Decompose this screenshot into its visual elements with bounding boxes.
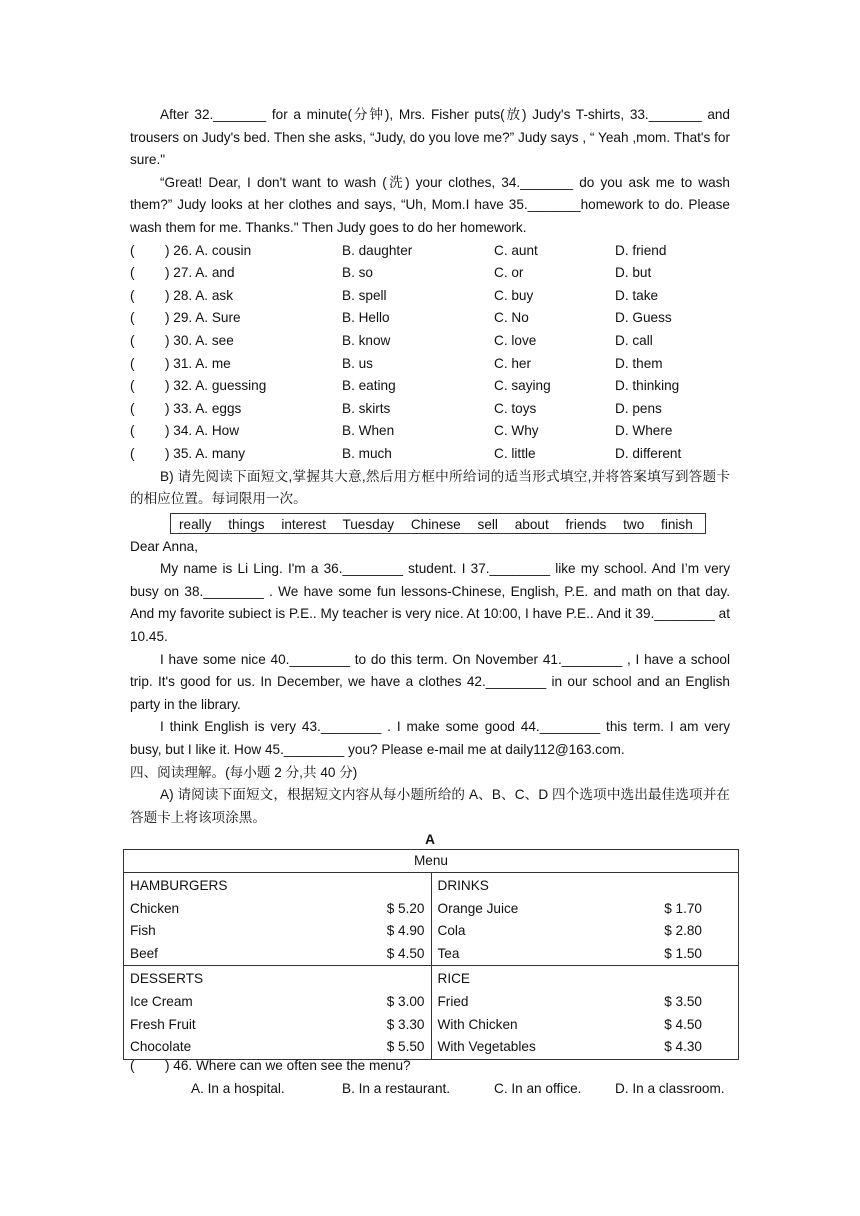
question-row — [130, 330, 730, 353]
option-b: B. know — [342, 332, 391, 348]
menu-item-name: Cola — [437, 923, 466, 939]
menu-item — [438, 1014, 733, 1037]
passage-paragraph: “Great! Dear, I don't want to wash (洗) your clothes, 34._______ do you ask me to wash them?” Judy looks at her clothes and says, “Uh, Mom.I have 35._______homework to do. Please wash them for me. Thanks." Then Judy goes to do her homework. — [130, 174, 730, 235]
answer-paren: ( — [130, 287, 135, 303]
menu-table — [123, 849, 739, 1060]
answer-paren: ( — [130, 310, 135, 326]
menu-item-price: $ 4.50 — [664, 1016, 702, 1032]
menu-item-price: $ 4.30 — [664, 1039, 702, 1055]
answer-paren: ( — [130, 332, 135, 348]
option-c: C. or — [494, 265, 524, 281]
menu-item — [438, 898, 733, 921]
menu-section-rice — [431, 966, 739, 1059]
question-row — [130, 443, 730, 466]
menu-item — [130, 920, 425, 943]
answer-paren: ( — [130, 355, 135, 371]
menu-section-desserts — [124, 966, 432, 1059]
question-row — [130, 398, 730, 421]
question-46 — [130, 1055, 740, 1100]
option-d: D. take — [615, 287, 659, 303]
menu-item-price: $ 5.20 — [386, 900, 425, 916]
menu-item — [438, 991, 733, 1014]
word-bank-item: Chinese — [410, 516, 461, 532]
option-b: B. so — [342, 265, 373, 281]
menu-section-hamburgers — [124, 873, 432, 966]
passage-paragraph: After 32._______ for a minute(分钟), Mrs. Fisher puts(放) Judy's T-shirts, 33._______ and trousers on Judy's bed. Then she asks, “Judy, do you love me?” Judy says , “ Yeah ,mom. That's for sure." — [130, 107, 730, 168]
menu-item-name: Chocolate — [130, 1039, 192, 1055]
menu-item-price: $ 4.90 — [386, 923, 425, 939]
letter-paragraph: My name is Li Ling. I'm a 36.________ student. I 37.________ like my school. And I’m very busy on 38.________ . We have some fun lessons-Chinese, English, P.E. and math on that day. And my favorite subiect is P.E.. My teacher is very nice. At 10:00, I have P.E.. And it 39.________ at 10.45. — [130, 561, 730, 645]
word-bank-item: sell — [477, 516, 498, 532]
option-b: B. us — [342, 355, 373, 371]
letter-salutation: Dear Anna, — [130, 538, 199, 554]
option-c: C. little — [494, 445, 536, 461]
option-c: C. her — [494, 355, 532, 371]
menu-item — [130, 991, 425, 1014]
option-c: C. Why — [494, 423, 539, 439]
option-a: ) 32. A. guessing — [165, 378, 267, 394]
word-bank-item: interest — [281, 516, 326, 532]
passage-label: A — [425, 832, 435, 848]
option-c: C. aunt — [494, 242, 538, 258]
option-a: ) 35. A. many — [165, 445, 246, 461]
option-b: B. much — [342, 445, 392, 461]
menu-item-name: Orange Juice — [437, 900, 519, 916]
option-d: D. friend — [615, 242, 667, 258]
word-bank-box — [170, 513, 706, 534]
option-d: D. them — [615, 355, 663, 371]
menu-item-price: $ 4.50 — [386, 945, 425, 961]
option-d: D. Where — [615, 423, 673, 439]
answer-paren: ( — [130, 423, 135, 439]
menu-item — [438, 943, 733, 966]
menu-item-name: Chicken — [130, 900, 180, 916]
option-a: ) 30. A. see — [165, 332, 234, 348]
option-d: D. Guess — [615, 310, 672, 326]
section-instruction: A) 请阅读下面短文，根据短文内容从每小题所给的 A、B、C、D 四个选项中选出最佳选项并在答题卡上将该项涂黑。 — [130, 787, 730, 825]
word-bank-item: finish — [661, 516, 693, 532]
option-b: B. Hello — [342, 310, 390, 326]
option-d: D. but — [615, 265, 652, 281]
option-c: C. toys — [494, 400, 537, 416]
answer-paren: ( — [130, 400, 135, 416]
question-row — [130, 240, 730, 263]
answer-paren: ( — [130, 1058, 135, 1073]
word-bank-item: really — [179, 516, 212, 532]
question-row — [130, 353, 730, 376]
question-stem-row — [130, 1055, 740, 1078]
question-row — [130, 307, 730, 330]
word-bank-item: Tuesday — [342, 516, 395, 532]
answer-paren: ( — [130, 242, 135, 258]
question-options-row — [130, 1078, 740, 1101]
menu-item-price: $ 1.70 — [664, 900, 702, 916]
menu-item-name: Fish — [130, 923, 156, 939]
option-c: C. buy — [494, 287, 534, 303]
option-d: D. pens — [615, 400, 662, 416]
question-row — [130, 375, 730, 398]
menu-section-drinks — [431, 873, 739, 966]
worksheet-page — [130, 104, 730, 852]
option-b: B. daughter — [342, 242, 413, 258]
menu-item-name: With Chicken — [437, 1016, 518, 1032]
question-row — [130, 285, 730, 308]
question-row — [130, 262, 730, 285]
word-bank-item: friends — [565, 516, 607, 532]
menu-item-price: $ 3.00 — [386, 993, 425, 1009]
menu-item-name: Tea — [437, 945, 460, 961]
word-bank-item: two — [623, 516, 645, 532]
option-a: ) 34. A. How — [165, 423, 240, 439]
option-a: ) 28. A. ask — [165, 287, 234, 303]
option-c: C. No — [494, 310, 529, 326]
menu-section-heading: DESSERTS — [130, 971, 204, 987]
menu-item — [438, 920, 733, 943]
menu-item — [130, 943, 425, 966]
option-a: ) 29. A. Sure — [165, 310, 241, 326]
option-a: ) 26. A. cousin — [165, 242, 252, 258]
letter-paragraph: I think English is very 43.________ . I make some good 44.________ this term. I am very busy, but I like it. How 45.________ you? Please e-mail me at daily112@163.com. — [130, 719, 730, 758]
question-row — [130, 420, 730, 443]
menu-item-name: Fresh Fruit — [130, 1016, 196, 1032]
option-b: B. When — [342, 423, 395, 439]
answer-paren: ( — [130, 378, 135, 394]
option-c: C. In an office. — [494, 1080, 582, 1096]
letter-paragraph: I have some nice 40.________ to do this term. On November 41.________ , I have a school trip. It's good for us. In December, we have a clothes 42.________ in our school and an English party in the library. — [130, 651, 730, 712]
menu-item — [130, 1014, 425, 1037]
menu-item-name: Ice Cream — [130, 993, 193, 1009]
option-a: ) 31. A. me — [165, 355, 231, 371]
menu-item-price: $ 5.50 — [386, 1039, 425, 1055]
answer-paren: ( — [130, 445, 135, 461]
menu-item-name: Fried — [437, 993, 469, 1009]
option-a: ) 33. A. eggs — [165, 400, 242, 416]
question-stem: ) 46. Where can we often see the menu? — [165, 1058, 411, 1073]
answer-paren: ( — [130, 265, 135, 281]
option-b: B. eating — [342, 378, 396, 394]
word-bank-item: things — [228, 516, 265, 532]
menu-item — [130, 898, 425, 921]
option-c: C. love — [494, 332, 537, 348]
menu-item-name: Beef — [130, 945, 158, 961]
menu-item-price: $ 2.80 — [664, 923, 702, 939]
menu-title: Menu — [124, 850, 739, 873]
question-list — [130, 240, 730, 466]
menu-section-heading: RICE — [437, 971, 470, 987]
menu-item-name: With Vegetables — [437, 1039, 536, 1055]
option-c: C. saying — [494, 378, 551, 394]
word-bank-item: about — [514, 516, 549, 532]
option-b: B. skirts — [342, 400, 391, 416]
option-d: D. call — [615, 332, 653, 348]
option-d: D. thinking — [615, 378, 680, 394]
option-d: D. In a classroom. — [615, 1080, 725, 1096]
menu-section-heading: DRINKS — [437, 878, 489, 893]
option-a: ) 27. A. and — [165, 265, 235, 281]
menu-section-heading: HAMBURGERS — [130, 878, 228, 893]
menu-item-price: $ 3.50 — [664, 993, 702, 1009]
section-b-instruction: B) 请先阅读下面短文,掌握其大意,然后用方框中所给词的适当形式填空,并将答案填写到答题卡的相应位置。每词限用一次。 — [130, 468, 730, 507]
section-heading: 四、阅读理解。(每小题 2 分,共 40 分) — [130, 764, 358, 780]
option-d: D. different — [615, 445, 682, 461]
option-b: B. In a restaurant. — [342, 1080, 451, 1096]
menu-item-price: $ 1.50 — [664, 945, 702, 961]
option-b: B. spell — [342, 287, 387, 303]
option-a: A. In a hospital. — [191, 1080, 285, 1096]
menu-item-price: $ 3.30 — [386, 1016, 425, 1032]
